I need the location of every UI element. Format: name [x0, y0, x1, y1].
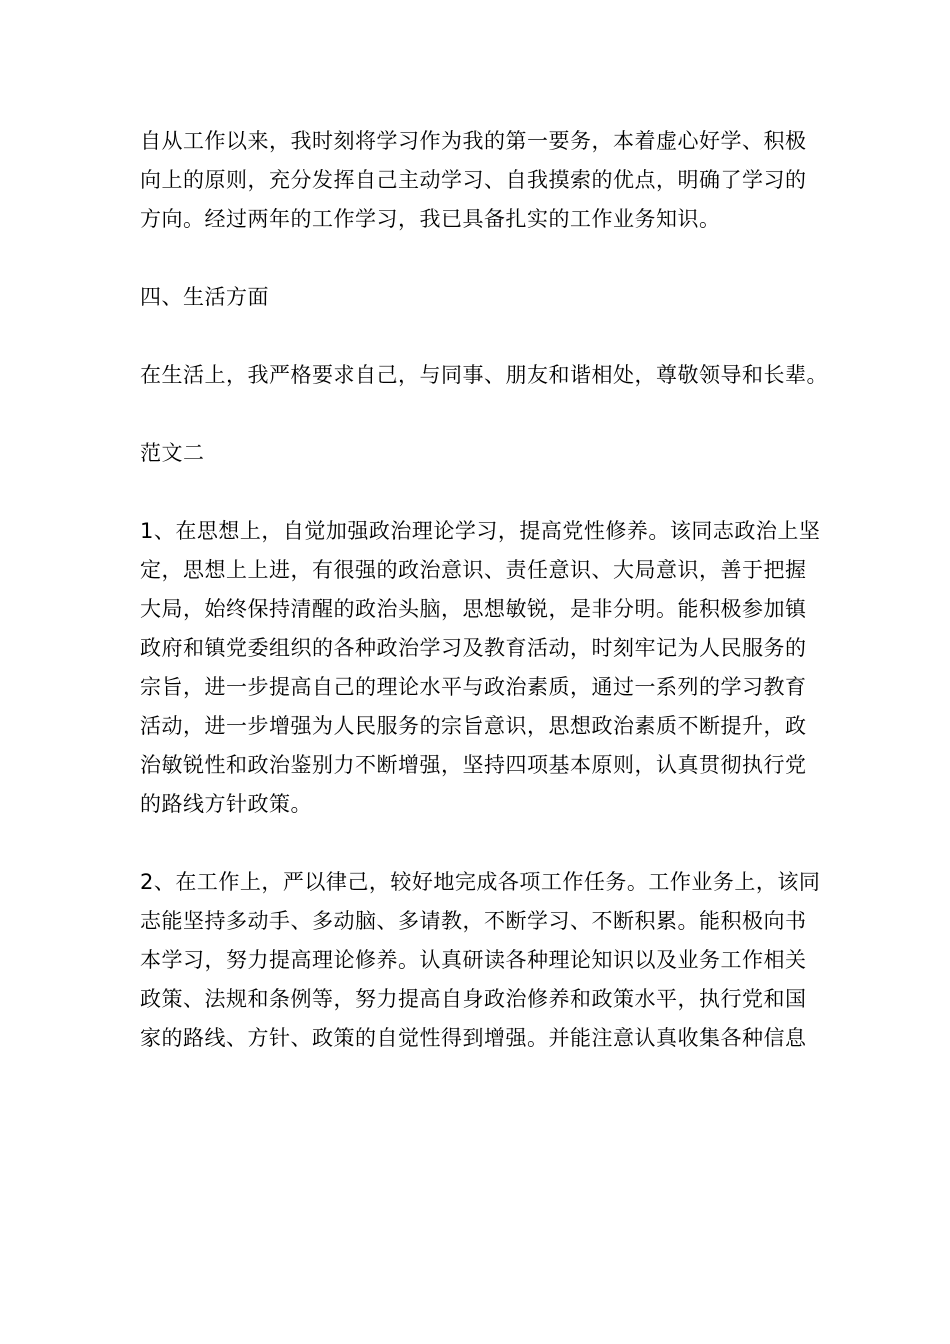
text-line: 方向。经过两年的工作学习，我已具备扎实的工作业务知识。	[140, 207, 721, 231]
heading-text: 四、生活方面	[140, 285, 269, 309]
paragraph-gap	[140, 473, 820, 512]
paragraph-gap	[140, 317, 820, 356]
text-line: 治敏锐性和政治鉴别力不断增强，坚持四项基本原则，认真贯彻执行党	[140, 753, 807, 777]
text-line: 大局，始终保持清醒的政治头脑，思想敏锐，是非分明。能积极参加镇	[140, 597, 807, 621]
text-line: 家的路线、方针、政策的自觉性得到增强。并能注意认真收集各种信息	[140, 1026, 807, 1050]
text-line: 自从工作以来，我时刻将学习作为我的第一要务，本着虚心好学、积极	[140, 129, 807, 153]
paragraph-study	[140, 122, 820, 239]
text-line: 1、在思想上，自觉加强政治理论学习，提高党性修养。该同志政治上坚	[140, 519, 821, 543]
text-line: 宗旨，进一步提高自己的理论水平与政治素质，通过一系列的学习教育	[140, 675, 807, 699]
text-line: 志能坚持多动手、多动脑、多请教，不断学习、不断积累。能积极向书	[140, 909, 807, 933]
sample-two-title	[140, 434, 820, 473]
document-body	[140, 122, 828, 1058]
text-line: 本学习，努力提高理论修养。认真研读各种理论知识以及业务工作相关	[140, 948, 807, 972]
text-line: 向上的原则，充分发挥自己主动学习、自我摸索的优点，明确了学习的	[140, 168, 807, 192]
text-line: 2、在工作上，严以律己，较好地完成各项工作任务。工作业务上，该同	[140, 870, 821, 894]
text-line: 在生活上，我严格要求自己，与同事、朋友和谐相处，尊敬领导和长辈。	[140, 363, 828, 387]
text-line: 政府和镇党委组织的各种政治学习及教育活动，时刻牢记为人民服务的	[140, 636, 807, 660]
paragraph-point-1	[140, 512, 820, 824]
section-heading-life	[140, 278, 820, 317]
paragraph-life	[140, 356, 828, 395]
text-line: 活动，进一步增强为人民服务的宗旨意识，思想政治素质不断提升，政	[140, 714, 807, 738]
heading-text: 范文二	[140, 441, 205, 465]
text-line: 政策、法规和条例等，努力提高自身政治修养和政策水平，执行党和国	[140, 987, 807, 1011]
paragraph-gap	[140, 395, 820, 434]
paragraph-gap	[140, 239, 820, 278]
text-line: 定，思想上上进，有很强的政治意识、责任意识、大局意识，善于把握	[140, 558, 807, 582]
paragraph-point-2	[140, 863, 820, 1058]
text-line: 的路线方针政策。	[140, 792, 312, 816]
paragraph-gap	[140, 824, 820, 863]
